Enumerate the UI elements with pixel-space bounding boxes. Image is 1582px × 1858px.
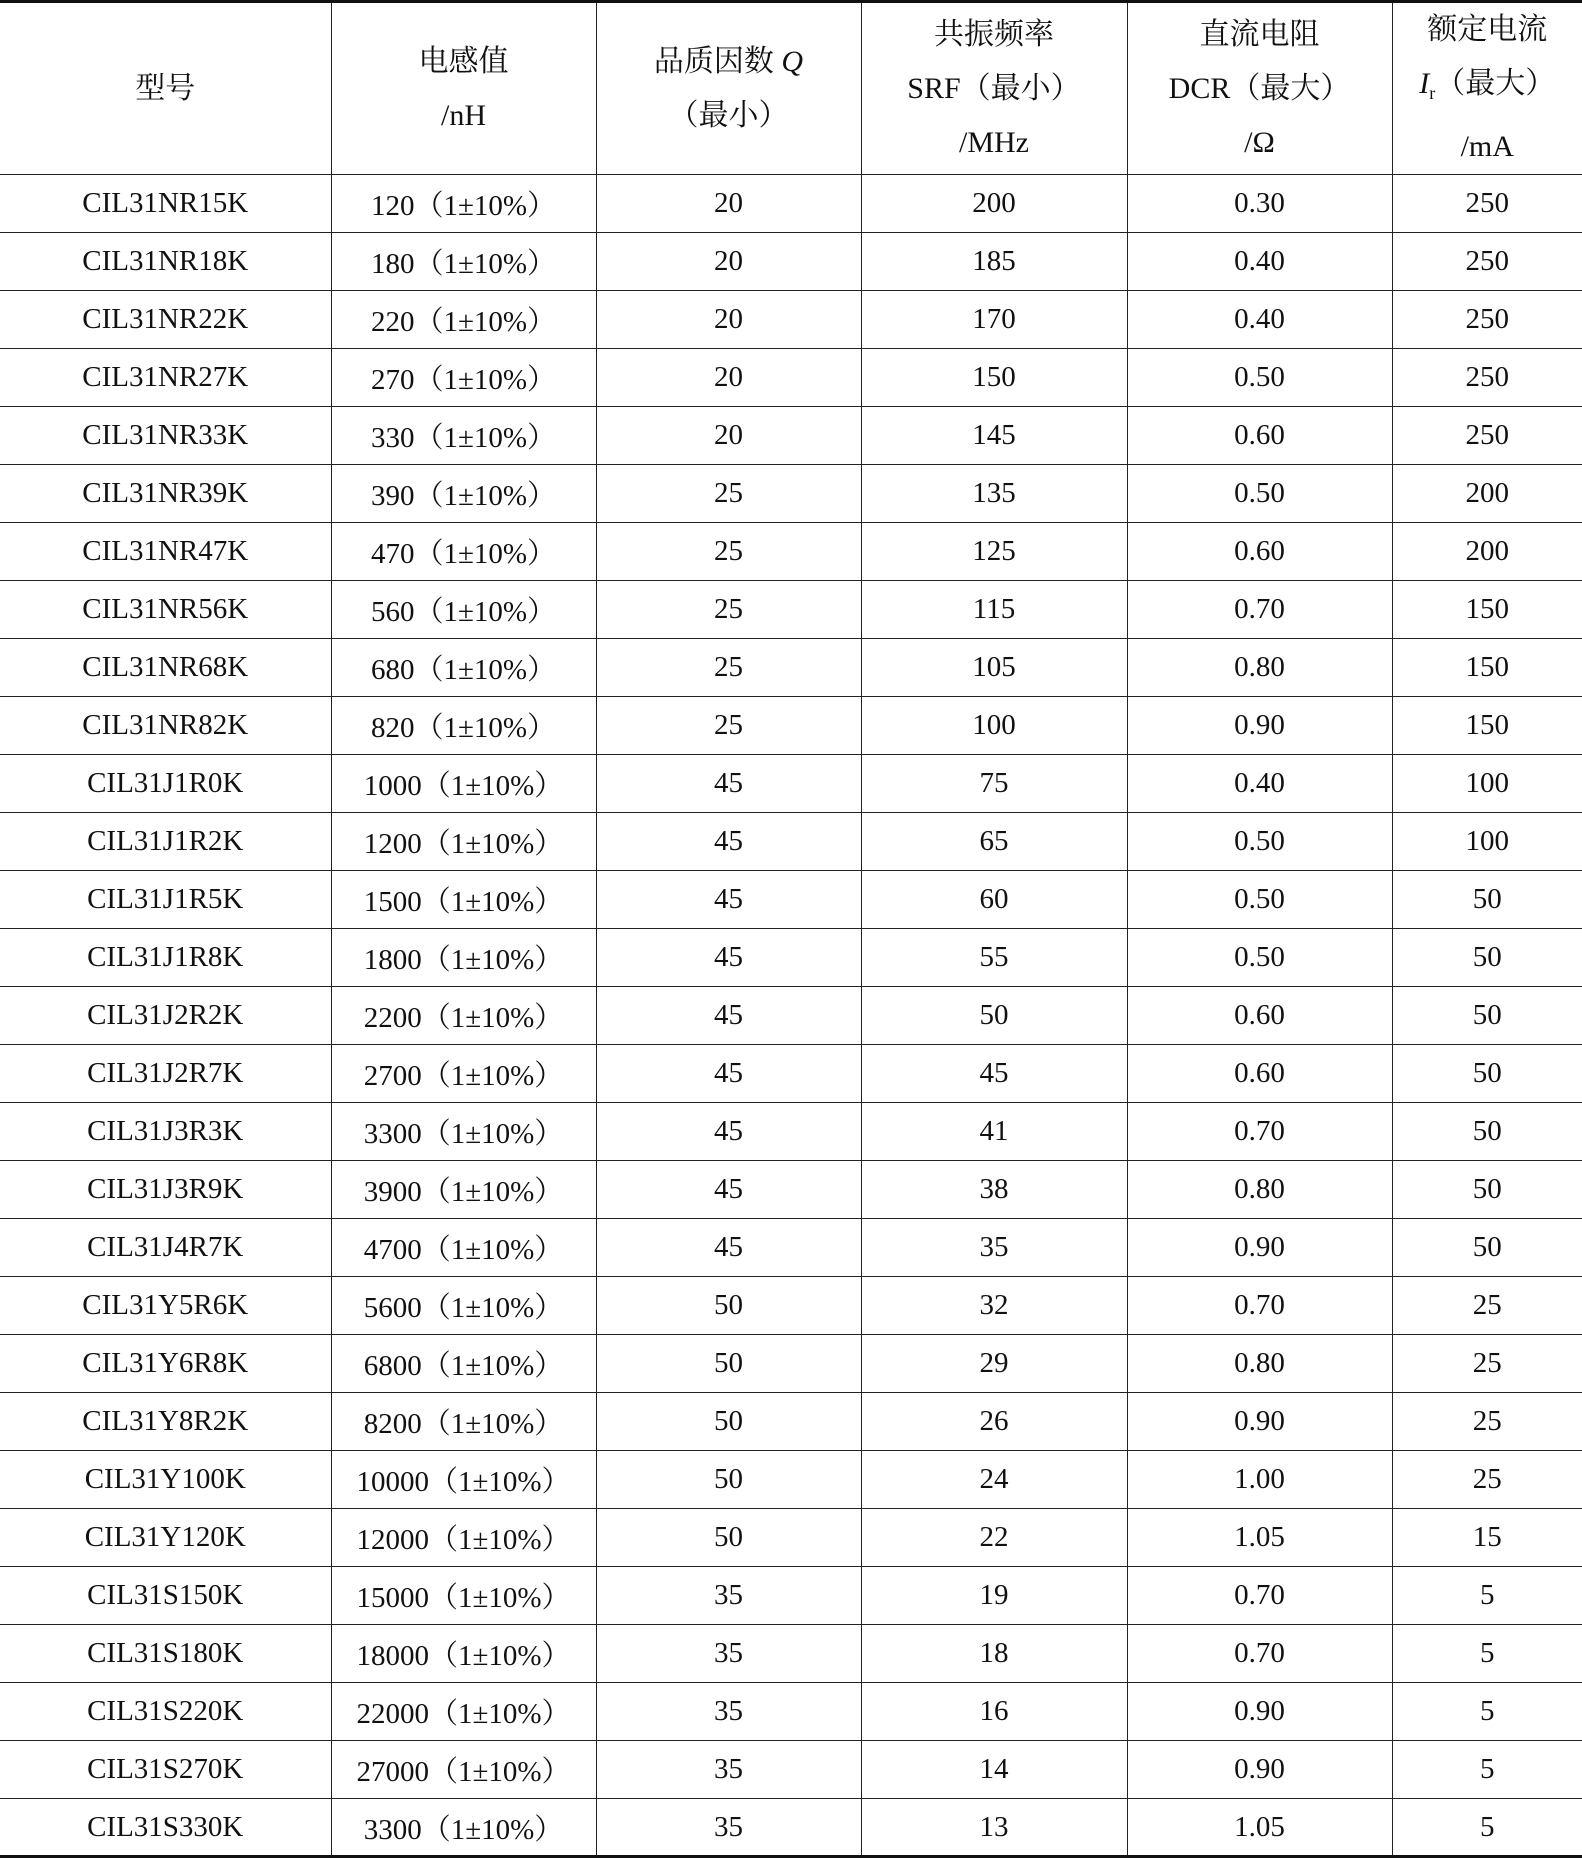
table-row (0, 1509, 1582, 1567)
cell-srf-min: 60 (861, 871, 1127, 929)
cell-ir-max: 200 (1392, 465, 1582, 523)
header-ir-title: 额定电流 (1393, 3, 1582, 57)
cell-dcr-max: 0.40 (1127, 755, 1392, 813)
cell-srf-min: 170 (861, 291, 1127, 349)
cell-ir-max: 50 (1392, 871, 1582, 929)
cell-model: CIL31S220K (0, 1683, 331, 1741)
cell-inductance: 330（1±10%） (331, 407, 596, 465)
cell-ir-max: 25 (1392, 1451, 1582, 1509)
cell-ir-max: 5 (1392, 1567, 1582, 1625)
cell-inductance: 470（1±10%） (331, 523, 596, 581)
cell-ir-max: 25 (1392, 1277, 1582, 1335)
cell-model: CIL31NR27K (0, 349, 331, 407)
cell-q-min: 35 (596, 1799, 861, 1857)
cell-inductance: 22000（1±10%） (331, 1683, 596, 1741)
table-row (0, 349, 1582, 407)
cell-dcr-max: 0.60 (1127, 407, 1392, 465)
cell-dcr-max: 0.70 (1127, 581, 1392, 639)
cell-inductance: 3300（1±10%） (331, 1103, 596, 1161)
cell-model: CIL31J1R0K (0, 755, 331, 813)
table-row (0, 871, 1582, 929)
cell-srf-min: 50 (861, 987, 1127, 1045)
cell-dcr-max: 0.90 (1127, 697, 1392, 755)
cell-ir-max: 150 (1392, 581, 1582, 639)
cell-ir-max: 250 (1392, 407, 1582, 465)
cell-dcr-max: 0.50 (1127, 871, 1392, 929)
cell-ir-max: 25 (1392, 1393, 1582, 1451)
header-row (0, 2, 1582, 175)
cell-inductance: 270（1±10%） (331, 349, 596, 407)
header-rated-current (1392, 2, 1582, 175)
cell-dcr-max: 0.40 (1127, 291, 1392, 349)
cell-srf-min: 65 (861, 813, 1127, 871)
cell-q-min: 25 (596, 465, 861, 523)
cell-srf-min: 16 (861, 1683, 1127, 1741)
table-row (0, 233, 1582, 291)
cell-inductance: 8200（1±10%） (331, 1393, 596, 1451)
cell-dcr-max: 0.80 (1127, 639, 1392, 697)
table-row (0, 175, 1582, 233)
cell-q-min: 45 (596, 871, 861, 929)
cell-q-min: 45 (596, 1103, 861, 1161)
header-ir-unit: /mA (1393, 120, 1582, 174)
cell-q-min: 20 (596, 233, 861, 291)
cell-srf-min: 115 (861, 581, 1127, 639)
cell-ir-max: 50 (1392, 1045, 1582, 1103)
cell-model: CIL31NR47K (0, 523, 331, 581)
table-row (0, 1393, 1582, 1451)
cell-model: CIL31J3R3K (0, 1103, 331, 1161)
table-row (0, 1741, 1582, 1799)
cell-inductance: 10000（1±10%） (331, 1451, 596, 1509)
cell-dcr-max: 0.70 (1127, 1567, 1392, 1625)
header-model: 型号 (0, 2, 331, 175)
cell-q-min: 35 (596, 1625, 861, 1683)
header-ir-symbol: I (1419, 67, 1429, 100)
table-row (0, 987, 1582, 1045)
cell-model: CIL31Y6R8K (0, 1335, 331, 1393)
cell-model: CIL31J3R9K (0, 1161, 331, 1219)
cell-ir-max: 50 (1392, 1161, 1582, 1219)
cell-srf-min: 45 (861, 1045, 1127, 1103)
header-q-title: 品质因数 Q (597, 35, 861, 89)
cell-inductance: 680（1±10%） (331, 639, 596, 697)
table-row (0, 1335, 1582, 1393)
cell-dcr-max: 0.80 (1127, 1335, 1392, 1393)
cell-q-min: 45 (596, 755, 861, 813)
header-ir-qualifier: $I_r$（最大） (1393, 57, 1582, 120)
cell-dcr-max: 0.30 (1127, 175, 1392, 233)
table-row (0, 1219, 1582, 1277)
cell-dcr-max: 0.90 (1127, 1683, 1392, 1741)
cell-dcr-max: 0.90 (1127, 1393, 1392, 1451)
cell-inductance: 1800（1±10%） (331, 929, 596, 987)
cell-srf-min: 38 (861, 1161, 1127, 1219)
cell-q-min: 35 (596, 1741, 861, 1799)
cell-srf-min: 14 (861, 1741, 1127, 1799)
header-dcr-qualifier: DCR（最大） (1128, 62, 1392, 116)
cell-srf-min: 145 (861, 407, 1127, 465)
table-row (0, 639, 1582, 697)
cell-ir-max: 50 (1392, 1219, 1582, 1277)
cell-model: CIL31S270K (0, 1741, 331, 1799)
cell-dcr-max: 0.70 (1127, 1277, 1392, 1335)
cell-srf-min: 24 (861, 1451, 1127, 1509)
cell-q-min: 20 (596, 407, 861, 465)
cell-ir-max: 50 (1392, 1103, 1582, 1161)
header-srf-title: 共振频率 (862, 8, 1127, 62)
table-row (0, 1625, 1582, 1683)
cell-inductance: 27000（1±10%） (331, 1741, 596, 1799)
cell-q-min: 45 (596, 1219, 861, 1277)
cell-q-min: 20 (596, 291, 861, 349)
cell-srf-min: 105 (861, 639, 1127, 697)
cell-dcr-max: 0.80 (1127, 1161, 1392, 1219)
cell-model: CIL31S180K (0, 1625, 331, 1683)
cell-model: CIL31Y5R6K (0, 1277, 331, 1335)
cell-model: CIL31Y120K (0, 1509, 331, 1567)
cell-model: CIL31S150K (0, 1567, 331, 1625)
header-q-qualifier: （最小） (597, 89, 861, 143)
table-row (0, 1451, 1582, 1509)
table-row (0, 291, 1582, 349)
cell-ir-max: 100 (1392, 755, 1582, 813)
header-srf (861, 2, 1127, 175)
cell-q-min: 50 (596, 1277, 861, 1335)
cell-model: CIL31S330K (0, 1799, 331, 1857)
table-row (0, 813, 1582, 871)
cell-ir-max: 150 (1392, 697, 1582, 755)
cell-model: CIL31J4R7K (0, 1219, 331, 1277)
cell-srf-min: 32 (861, 1277, 1127, 1335)
cell-inductance: 15000（1±10%） (331, 1567, 596, 1625)
cell-ir-max: 25 (1392, 1335, 1582, 1393)
cell-srf-min: 100 (861, 697, 1127, 755)
cell-inductance: 560（1±10%） (331, 581, 596, 639)
cell-model: CIL31J2R2K (0, 987, 331, 1045)
table-body (0, 175, 1582, 1857)
cell-srf-min: 29 (861, 1335, 1127, 1393)
cell-model: CIL31J1R2K (0, 813, 331, 871)
cell-ir-max: 250 (1392, 349, 1582, 407)
cell-srf-min: 150 (861, 349, 1127, 407)
cell-model: CIL31J1R8K (0, 929, 331, 987)
cell-inductance: 4700（1±10%） (331, 1219, 596, 1277)
cell-srf-min: 35 (861, 1219, 1127, 1277)
cell-ir-max: 5 (1392, 1799, 1582, 1857)
cell-inductance: 820（1±10%） (331, 697, 596, 755)
cell-inductance: 1000（1±10%） (331, 755, 596, 813)
header-ir-subscript: r (1429, 83, 1435, 103)
cell-inductance: 3900（1±10%） (331, 1161, 596, 1219)
cell-dcr-max: 0.90 (1127, 1741, 1392, 1799)
header-srf-unit: /MHz (862, 116, 1127, 170)
cell-q-min: 50 (596, 1393, 861, 1451)
cell-ir-max: 50 (1392, 929, 1582, 987)
cell-dcr-max: 0.60 (1127, 987, 1392, 1045)
cell-inductance: 3300（1±10%） (331, 1799, 596, 1857)
cell-model: CIL31NR68K (0, 639, 331, 697)
cell-dcr-max: 0.50 (1127, 349, 1392, 407)
cell-q-min: 45 (596, 987, 861, 1045)
header-srf-qualifier: SRF（最小） (862, 62, 1127, 116)
cell-q-min: 45 (596, 929, 861, 987)
table-row (0, 1567, 1582, 1625)
cell-srf-min: 19 (861, 1567, 1127, 1625)
header-inductance-unit: /nH (332, 89, 596, 143)
cell-inductance: 6800（1±10%） (331, 1335, 596, 1393)
cell-model: CIL31NR18K (0, 233, 331, 291)
cell-inductance: 5600（1±10%） (331, 1277, 596, 1335)
cell-model: CIL31NR82K (0, 697, 331, 755)
cell-inductance: 180（1±10%） (331, 233, 596, 291)
table-row (0, 929, 1582, 987)
header-dcr-title: 直流电阻 (1128, 8, 1392, 62)
cell-inductance: 1500（1±10%） (331, 871, 596, 929)
table-row (0, 697, 1582, 755)
cell-srf-min: 55 (861, 929, 1127, 987)
cell-inductance: 390（1±10%） (331, 465, 596, 523)
cell-q-min: 50 (596, 1451, 861, 1509)
cell-srf-min: 18 (861, 1625, 1127, 1683)
table-row (0, 407, 1582, 465)
cell-q-min: 45 (596, 1045, 861, 1103)
cell-inductance: 18000（1±10%） (331, 1625, 596, 1683)
cell-model: CIL31NR15K (0, 175, 331, 233)
cell-ir-max: 5 (1392, 1741, 1582, 1799)
header-inductance-title: 电感值 (332, 35, 596, 89)
cell-dcr-max: 0.60 (1127, 1045, 1392, 1103)
cell-inductance: 2200（1±10%） (331, 987, 596, 1045)
cell-model: CIL31Y8R2K (0, 1393, 331, 1451)
table-row (0, 1045, 1582, 1103)
cell-srf-min: 22 (861, 1509, 1127, 1567)
cell-dcr-max: 0.50 (1127, 465, 1392, 523)
header-dcr-unit: /Ω (1128, 116, 1392, 170)
cell-q-min: 20 (596, 175, 861, 233)
cell-srf-min: 41 (861, 1103, 1127, 1161)
cell-ir-max: 200 (1392, 523, 1582, 581)
cell-model: CIL31NR56K (0, 581, 331, 639)
cell-q-min: 25 (596, 639, 861, 697)
cell-q-min: 50 (596, 1335, 861, 1393)
cell-ir-max: 50 (1392, 987, 1582, 1045)
cell-q-min: 45 (596, 1161, 861, 1219)
cell-model: CIL31J1R5K (0, 871, 331, 929)
cell-srf-min: 26 (861, 1393, 1127, 1451)
cell-dcr-max: 0.60 (1127, 523, 1392, 581)
cell-ir-max: 5 (1392, 1625, 1582, 1683)
cell-q-min: 45 (596, 813, 861, 871)
cell-ir-max: 150 (1392, 639, 1582, 697)
cell-dcr-max: 0.90 (1127, 1219, 1392, 1277)
cell-dcr-max: 0.50 (1127, 929, 1392, 987)
cell-dcr-max: 1.05 (1127, 1799, 1392, 1857)
table-row (0, 1103, 1582, 1161)
cell-srf-min: 200 (861, 175, 1127, 233)
cell-srf-min: 125 (861, 523, 1127, 581)
cell-srf-min: 185 (861, 233, 1127, 291)
cell-model: CIL31NR22K (0, 291, 331, 349)
cell-dcr-max: 0.50 (1127, 813, 1392, 871)
cell-dcr-max: 1.00 (1127, 1451, 1392, 1509)
cell-srf-min: 13 (861, 1799, 1127, 1857)
cell-srf-min: 75 (861, 755, 1127, 813)
table-row (0, 523, 1582, 581)
table-row (0, 1277, 1582, 1335)
table-row (0, 465, 1582, 523)
table-row (0, 581, 1582, 639)
cell-srf-min: 135 (861, 465, 1127, 523)
cell-inductance: 120（1±10%） (331, 175, 596, 233)
cell-q-min: 25 (596, 581, 861, 639)
cell-q-min: 20 (596, 349, 861, 407)
cell-q-min: 25 (596, 523, 861, 581)
cell-q-min: 35 (596, 1567, 861, 1625)
cell-q-min: 50 (596, 1509, 861, 1567)
cell-q-min: 35 (596, 1683, 861, 1741)
cell-dcr-max: 0.70 (1127, 1625, 1392, 1683)
cell-model: CIL31NR33K (0, 407, 331, 465)
cell-ir-max: 250 (1392, 291, 1582, 349)
table-row (0, 1161, 1582, 1219)
cell-ir-max: 15 (1392, 1509, 1582, 1567)
table-row (0, 755, 1582, 813)
cell-q-min: 25 (596, 697, 861, 755)
cell-ir-max: 250 (1392, 233, 1582, 291)
cell-model: CIL31J2R7K (0, 1045, 331, 1103)
table-row (0, 1683, 1582, 1741)
cell-inductance: 2700（1±10%） (331, 1045, 596, 1103)
header-q-symbol: Q (781, 45, 803, 78)
cell-inductance: 12000（1±10%） (331, 1509, 596, 1567)
cell-inductance: 1200（1±10%） (331, 813, 596, 871)
cell-dcr-max: 1.05 (1127, 1509, 1392, 1567)
cell-ir-max: 250 (1392, 175, 1582, 233)
cell-model: CIL31Y100K (0, 1451, 331, 1509)
header-inductance (331, 2, 596, 175)
cell-dcr-max: 0.40 (1127, 233, 1392, 291)
cell-inductance: 220（1±10%） (331, 291, 596, 349)
header-quality-factor (596, 2, 861, 175)
cell-ir-max: 100 (1392, 813, 1582, 871)
cell-ir-max: 5 (1392, 1683, 1582, 1741)
cell-model: CIL31NR39K (0, 465, 331, 523)
cell-dcr-max: 0.70 (1127, 1103, 1392, 1161)
header-dcr (1127, 2, 1392, 175)
